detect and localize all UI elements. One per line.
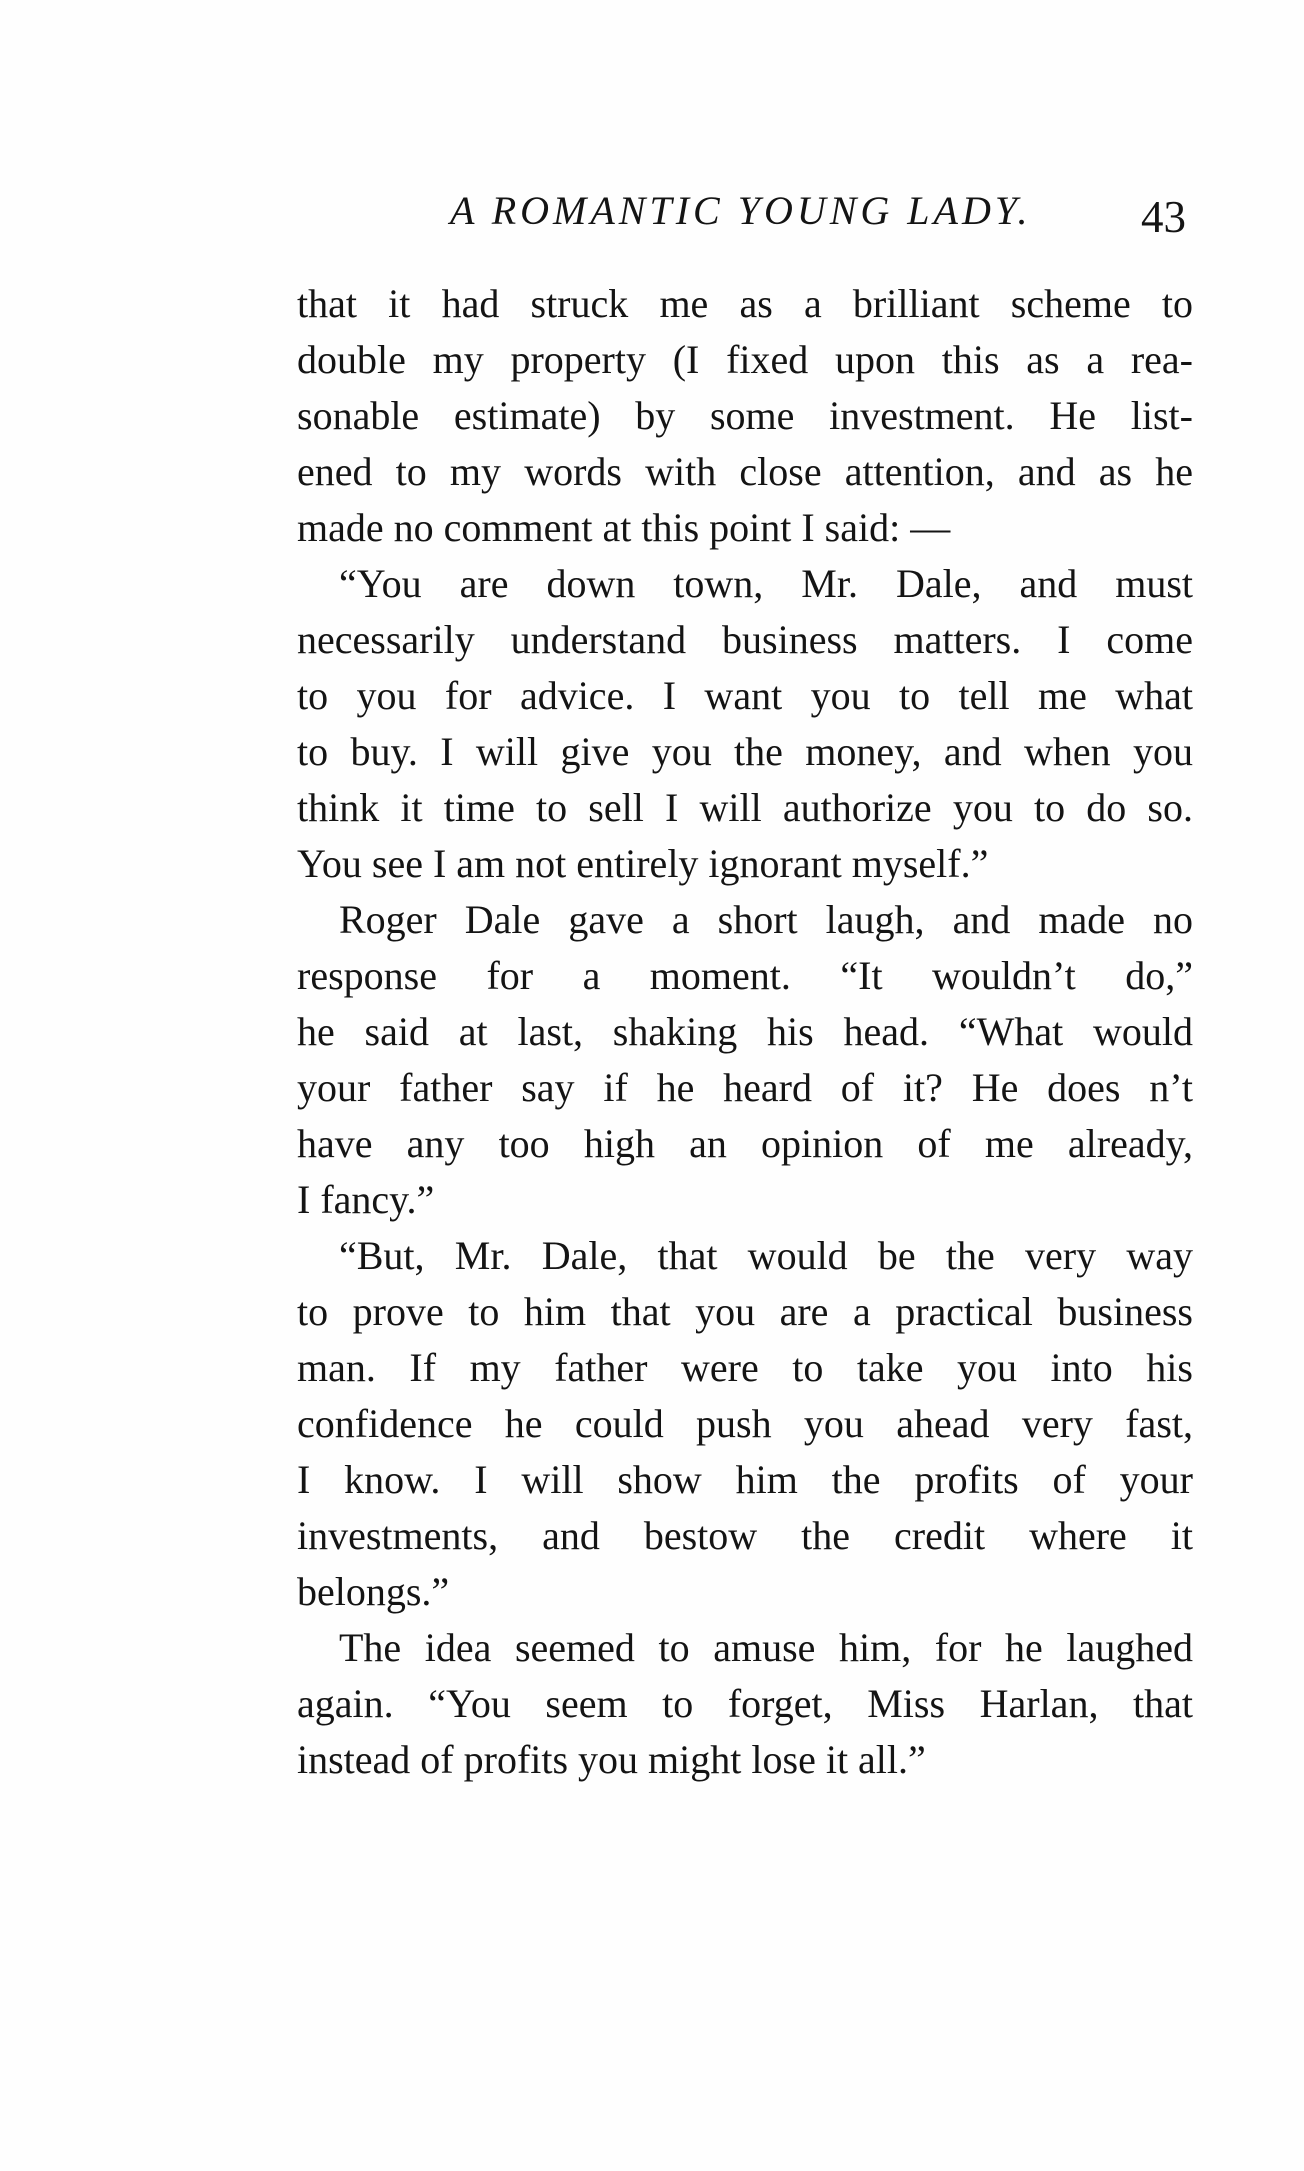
text-line: to you for advice. I want you to tell me what bbox=[297, 673, 1193, 718]
running-title: A ROMANTIC YOUNG LADY. bbox=[450, 188, 1032, 233]
text-line: to buy. I will give you the money, and when you bbox=[297, 729, 1193, 774]
text-line: man. If my father were to take you into his bbox=[297, 1345, 1193, 1390]
running-head bbox=[0, 186, 1304, 246]
text-line: ened to my words with close attention, and as he bbox=[297, 449, 1193, 494]
text-line: necessarily understand business matters. I come bbox=[297, 617, 1193, 662]
text-line: belongs.” bbox=[297, 1569, 450, 1614]
text-line: investments, and bestow the credit where it bbox=[297, 1513, 1193, 1558]
text-line: sonable estimate) by some investment. He list- bbox=[297, 393, 1193, 438]
text-line: “You are down town, Mr. Dale, and must bbox=[339, 561, 1193, 606]
page-number: 43 bbox=[1141, 192, 1186, 242]
text-line: The idea seemed to amuse him, for he laughed bbox=[339, 1625, 1193, 1670]
text-line: to prove to him that you are a practical business bbox=[297, 1289, 1193, 1334]
text-line: your father say if he heard of it? He does n’t bbox=[297, 1065, 1193, 1110]
text-line: he said at last, shaking his head. “What would bbox=[297, 1009, 1193, 1054]
text-line: confidence he could push you ahead very fast, bbox=[297, 1401, 1193, 1446]
text-line: think it time to sell I will authorize you to do so. bbox=[297, 785, 1193, 830]
text-line: You see I am not entirely ignorant myself.” bbox=[297, 841, 989, 886]
text-line: I fancy.” bbox=[297, 1177, 435, 1222]
body-text bbox=[297, 276, 1193, 1788]
text-line: I know. I will show him the profits of your bbox=[297, 1457, 1193, 1502]
text-line: again. “You seem to forget, Miss Harlan, that bbox=[297, 1681, 1193, 1726]
text-line: instead of profits you might lose it all.” bbox=[297, 1737, 926, 1782]
text-line: “But, Mr. Dale, that would be the very way bbox=[339, 1233, 1193, 1278]
text-line: have any too high an opinion of me already, bbox=[297, 1121, 1193, 1166]
text-line: that it had struck me as a brilliant scheme to bbox=[297, 281, 1193, 326]
text-line: Roger Dale gave a short laugh, and made no bbox=[339, 897, 1193, 942]
text-line: response for a moment. “It wouldn’t do,” bbox=[297, 953, 1193, 998]
text-line: made no comment at this point I said: — bbox=[297, 505, 951, 550]
text-line: double my property (I fixed upon this as a rea- bbox=[297, 337, 1193, 382]
